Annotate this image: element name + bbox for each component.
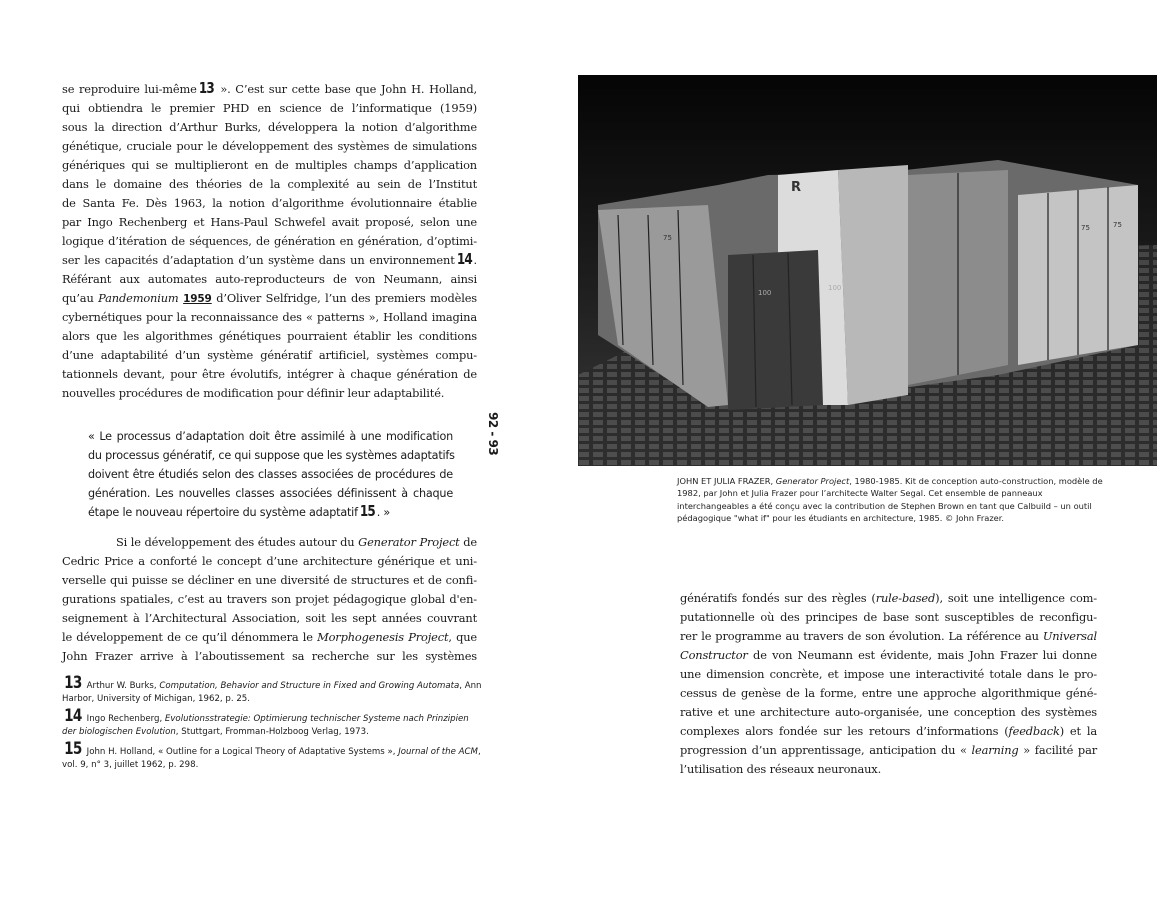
text-run: Arthur W. Burks,: [86, 681, 160, 691]
text-run: l’utilisation des réseaux neuronaux.: [680, 762, 882, 776]
text-line: [680, 627, 1097, 646]
text-run: rative et une architecture auto-organisée, une conception des systèmes: [680, 705, 1097, 719]
text-run: logique d’itération de séquences, de génération en génération, d’optimi-: [62, 234, 477, 248]
text-line: [62, 270, 477, 289]
text-run: John Frazer arrive à l’aboutissement sa recherche sur les systèmes: [62, 649, 477, 663]
text-line: [62, 289, 477, 308]
text-line: [62, 156, 477, 175]
text-run: ». C’est sur cette base que John H. Holland,: [215, 82, 477, 96]
text-line: [62, 609, 477, 628]
text-run: génératifs fondés sur des règles (: [680, 591, 876, 605]
text-run: seignement à l’Architectural Association, soit les sept années couvrant: [62, 611, 477, 625]
footnote-number: 13: [64, 673, 82, 693]
text-run: JOHN ET JULIA FRAZER,: [677, 476, 776, 486]
italic-text: Universal: [1042, 629, 1097, 643]
italic-text: feedback: [1008, 724, 1060, 738]
text-run: « Le processus d’adaptation doit être assimilé à une modification: [88, 430, 453, 443]
left-paragraph-2: [62, 533, 477, 666]
text-line: [62, 213, 477, 232]
date-marker: 1959: [183, 293, 212, 305]
photo-label: 75: [663, 234, 672, 242]
text-line: [62, 384, 477, 403]
text-line: [62, 552, 477, 571]
italic-text: Generator Project: [775, 476, 850, 486]
photo-label: 75: [1081, 224, 1090, 232]
text-line: [680, 741, 1097, 760]
italic-text: Constructor: [680, 648, 748, 662]
text-line: [88, 484, 453, 503]
text-run: progression d’un apprentissage, anticipation du «: [680, 743, 972, 757]
text-run: se reproduire lui-même: [62, 82, 197, 96]
italic-text: Generator Project: [358, 535, 460, 549]
right-paragraph: [680, 589, 1097, 779]
text-run: putationnelle où des principes de base sont susceptibles de reconfigu-: [680, 610, 1097, 624]
text-run: Cedric Price a conforté le concept d’une architecture générique et uni-: [62, 554, 477, 568]
text-line: [62, 628, 477, 647]
footnote-number: 14: [64, 706, 82, 726]
italic-text: Journal of the ACM: [398, 747, 478, 757]
generator-project-photo: [578, 75, 1157, 466]
text-run: , Ann Harbor, University of Michigan, 1962, p. 25.: [62, 681, 482, 704]
text-line: [680, 722, 1097, 741]
text-run: ) et la: [1059, 724, 1097, 738]
text-run: sous la direction d’Arthur Burks, développera la notion d’algorithme: [62, 120, 477, 134]
text-line: [88, 427, 453, 446]
text-run: ser les capacités d’adaptation d’un système dans un environnement: [62, 253, 455, 267]
footnote-marker: 14: [456, 250, 472, 268]
left-paragraph-1: [62, 80, 477, 403]
italic-text: Evolutionsstrategie: Optimierung technischer Systeme nach Prinzipien der biologischen Evolution: [62, 714, 469, 737]
italic-text: Pandemonium: [98, 291, 179, 305]
text-run: » facilité par: [1018, 743, 1098, 757]
text-run: complexes alors fondée sur les retours d’informations (: [680, 724, 1009, 738]
text-line: [88, 503, 453, 522]
footnote-number: 15: [64, 739, 82, 759]
text-run: qu’au: [62, 291, 99, 305]
footnotes: [62, 673, 482, 777]
text-line: [62, 308, 477, 327]
text-line: [62, 533, 477, 552]
text-run: génération. Les nouvelles classes associées définissent à chaque: [88, 487, 453, 500]
photo-caption: [677, 475, 1107, 525]
text-run: doivent être étudiés selon des classes associées de procédures de: [88, 468, 453, 481]
text-run: , vol. 9, n° 3, juillet 1962, p. 298.: [62, 747, 481, 770]
text-run: gurations spatiales, c’est au travers son projet pédagogique global d'en-: [62, 592, 477, 606]
text-run: d’une adaptabilité d’un système génératif artificiel, systèmes compu-: [62, 348, 477, 362]
text-line: [62, 99, 477, 118]
text-line: [62, 194, 477, 213]
italic-text: Morphogenesis Project: [317, 630, 449, 644]
text-run: cessus de genèse de la forme, entre une approche algorithmique géné-: [680, 686, 1097, 700]
text-run: , que: [448, 630, 478, 644]
italic-text: rule-based: [875, 591, 936, 605]
italic-text: Computation, Behavior and Structure in Fixed and Growing Automata: [159, 681, 460, 691]
page-numbers: 92 - 93: [486, 412, 500, 456]
italic-text: learning: [971, 743, 1019, 757]
text-run: alors que les algorithmes génétiques pourraient établir les conditions: [62, 329, 477, 343]
text-run: .: [473, 253, 477, 267]
text-run: étape le nouveau répertoire du système adaptatif: [88, 506, 358, 519]
text-run: rer le programme au travers de son évolution. La référence au: [680, 629, 1043, 643]
block-quote: [88, 427, 453, 522]
footnote-marker: 15: [359, 502, 375, 520]
text-line: [62, 346, 477, 365]
text-run: de: [459, 535, 477, 549]
text-run: par Ingo Rechenberg et Hans-Paul Schwefel avait proposé, selon une: [62, 215, 477, 229]
text-run: ), soit une intelligence com-: [935, 591, 1097, 605]
text-line: [62, 175, 477, 194]
text-line: [62, 232, 477, 251]
text-run: génériques qui se multiplieront en de multiples champs d’application: [62, 158, 477, 172]
footnote: [62, 673, 482, 705]
text-run: dans le domaine des théories de la complexité au sein de l’Institut: [62, 177, 477, 191]
text-line: [680, 665, 1097, 684]
text-line: [680, 646, 1097, 665]
text-line: [62, 590, 477, 609]
text-run: d’Oliver Selfridge, l’un des premiers modèles: [211, 291, 478, 305]
text-run: le développement de ce qu’il dénommera le: [62, 630, 318, 644]
text-run: , Stuttgart, Fromman-Holzboog Verlag, 1973.: [175, 726, 369, 737]
photo-label: 100: [828, 284, 842, 292]
text-run: . »: [376, 506, 391, 519]
text-run: du processus génératif, ce qui suppose que les systèmes adaptatifs: [88, 449, 455, 462]
text-run: tationnels devant, pour être évolutifs, intégrer à chaque génération de: [62, 367, 477, 381]
text-run: une dimension concrète, et impose une interactivité totale dans le pro-: [680, 667, 1097, 681]
text-run: Si le développement des études autour du: [116, 535, 359, 549]
footnote-marker: 13: [198, 79, 214, 97]
text-run: nouvelles procédures de modification pour définir leur adaptabilité.: [62, 386, 445, 400]
text-run: qui obtiendra le premier PHD en science de l’informatique (1959): [62, 101, 477, 115]
text-run: cybernétiques pour la reconnaissance des « patterns », Holland imagina: [62, 310, 477, 324]
text-line: [680, 608, 1097, 627]
text-run: de von Neumann est évidente, mais John Frazer lui donne: [747, 648, 1097, 662]
photo-label: 75: [1113, 221, 1122, 229]
footnote: [62, 739, 482, 771]
text-run: , 1980-1985. Kit de conception auto-construction, modèle de 1982, par John et Julia Frazer pour l’architecte Walter Segal. Cet ensemble de panneaux interchangeables a été conçu avec la contribution de Stephen Brown en tant que Calbuild – un outil pédagogique "what if" pour les étudiants en architecture, 1985. © John Frazer.: [677, 476, 1103, 524]
text-line: [680, 703, 1097, 722]
text-line: [62, 118, 477, 137]
text-line: [680, 684, 1097, 703]
text-line: [62, 137, 477, 156]
text-line: [62, 327, 477, 346]
text-line: [680, 589, 1097, 608]
photo-label: R: [791, 180, 802, 195]
text-line: [62, 647, 477, 666]
footnote: [62, 706, 482, 738]
text-line: [62, 80, 477, 99]
text-line: [88, 465, 453, 484]
text-line: [88, 446, 453, 465]
photo-label: 100: [758, 289, 772, 297]
text-run: de Santa Fe. Dès 1963, la notion d’algorithme évolutionnaire établie: [62, 196, 477, 210]
text-run: génétique, cruciale pour le développement des systèmes de simulations: [62, 139, 477, 153]
text-line: [62, 571, 477, 590]
text-run: Ingo Rechenberg,: [86, 714, 165, 724]
text-run: John H. Holland, « Outline for a Logical Theory of Adaptative Systems »,: [86, 747, 399, 757]
text-line: [680, 760, 1097, 779]
text-run: Référant aux automates auto-reproducteurs de von Neumann, ainsi: [62, 272, 477, 286]
text-line: [62, 251, 477, 270]
text-run: verselle qui puisse se décliner en une diversité de structures et de confi-: [62, 573, 477, 587]
text-line: [62, 365, 477, 384]
